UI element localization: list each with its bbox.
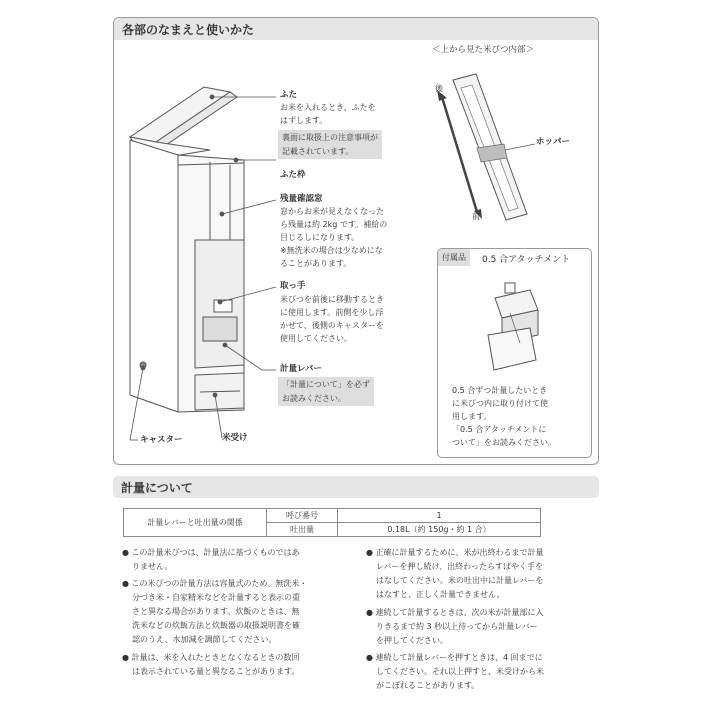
window-line-3: 目じるしになります。 [280,233,360,242]
measure-table-col1-label: 呼び番号 [267,509,338,523]
handle-line-3: かせて、後側のキャスターを [280,321,384,330]
lever-note-line-1: 「計量について」を必ず [282,380,370,389]
top-view-diagram [437,74,535,220]
attachment-tag: 付属品 [438,249,470,266]
measure-table [123,508,541,537]
handle-line-4: 使用してください。 [280,334,352,343]
tray-label: 米受け [222,433,248,443]
handle-line-2: に使用します。前側を少し浮 [280,308,384,317]
attachment-line-1: 0.5 合ずつ計量したいとき [452,386,548,395]
measure-table-col2-value: 0.18L（約 150g・約 1 合） [338,523,541,537]
lid-line-2: はずします。 [280,116,328,125]
window-title: 残量確認窓 [280,194,323,204]
hopper-label: ホッパー [536,137,571,147]
window-line-2: ら残量は約 2kg です。補給の [280,220,388,229]
attachment-name: 0.5 合アタッチメント [482,255,571,265]
handle-line-1: 米びつを前後に移動するとき [280,295,384,304]
caster-label: キャスター [140,435,183,445]
lever-shape [203,317,237,341]
window-line-1: 窓からお米が見えなくなった [280,207,384,216]
left-bullet-1: ● この計量米びつは、計量法に基づくものではあ りません。 [122,548,300,571]
top-view-caption: ＜上から見た米びつ内部＞ [432,45,535,55]
direction-front-label: 前 [472,212,480,221]
lever-note-line-2: お読みください。 [282,393,346,403]
right-bullet-1: ● 正確に計量するために、米が出終わるまで計量 レバーを押し続け、出終わったらすばやく手を はなしてください。米の吐出中に計量レバーを はなすと、正しく計量できません。 [366,548,544,599]
window-line-5: ることがあります。 [280,259,352,268]
lever-note [278,377,374,406]
lid-frame-title: ふた枠 [280,170,306,180]
attachment-line-3: 用します。 [452,412,492,421]
window-line-4: ※無洗米の場合は少なめにな [280,246,383,255]
lid-title: ふた [280,90,298,100]
left-bullet-3: ● 計量は、米を入れたときとなくなるときの数回 は表示されている量と異なることがあります。 [122,653,300,676]
lever-title: 計量レバー [280,364,322,374]
lid-note-line-2: 記載されています。 [282,146,354,156]
handle-title: 取っ手 [280,281,306,291]
body-side [130,140,178,412]
attachment-line-4: 「0.5 合アタッチメントに [452,425,547,434]
lid-line-1: お米を入れるとき、ふたを [280,103,376,112]
right-bullet-3: ● 連続して計量レバーを押すときは、4 回までに してください。それ以上押すと、米受けから米 がこぼれることがあります。 [366,653,544,690]
parts-panel-title: 各部のなまえと使いかた [122,23,255,37]
lid-note-line-1: 裏面に取扱上の注意事項が [282,133,378,142]
measure-table-col1-value: 1 [338,509,541,523]
attachment-line-2: に米びつ内に取り付けて使 [452,399,548,408]
left-bullet-2: ● この米びつの計量方法は容量式のため、無洗米・ 分づき米・自家精米などを計量すると表示の重 さと異なる場合があります。炊飯のときは、無 洗米などの炊飯方法と炊飯器の取扱説明書を確 認のうえ、水加減を調節してください。 [122,579,308,644]
lid-note [278,130,382,159]
right-bullet-2: ● 連続して計量するときは、次の米が計量部に入 りきるまで約 3 秒以上待ってから計量レバー を押してください。 [366,608,544,645]
bullet-line: ● この計量米びつは、計量法に基づくものではあ [122,548,300,557]
direction-back-label: 後 [435,84,443,93]
measure-section-title: 計量について [121,481,193,495]
measure-table-row-header: 計量レバーと吐出量の関係 [124,509,267,537]
measure-table-col2-label: 吐出量 [267,523,338,537]
attachment-line-5: ついて」をお読みください。 [452,438,556,447]
measure-section-header [113,476,599,498]
